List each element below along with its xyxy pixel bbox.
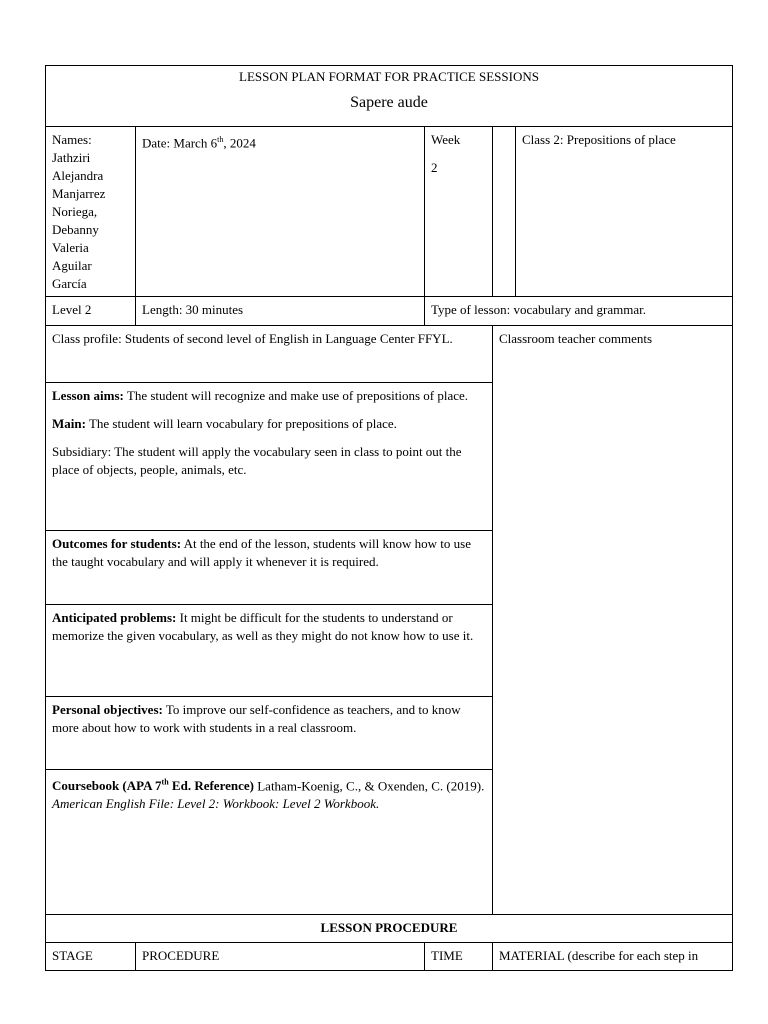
coursebook-label: Coursebook (APA 7th Ed. Reference) [52,778,254,794]
anticipated-problems-cell [45,604,493,697]
date-cell [135,126,425,297]
teacher-comments-cell [492,325,733,915]
date-year: , 2024 [223,135,256,151]
names-label: Names: [52,132,92,147]
name-line: Debanny [52,222,99,237]
subsidiary-aim-text: Subsidiary: The student will apply the vocabulary seen in class to point out the place of objects, people, animals, etc. [52,444,462,477]
coursebook-cell [45,769,493,915]
main-aim-text: The student will learn vocabulary for prepositions of place. [85,416,397,431]
date-label: Date: March 6 [142,135,218,151]
lesson-type-cell [424,296,733,326]
procedure-header-stage [45,942,136,971]
week-value: 2 [431,160,438,175]
week-cell [424,126,493,297]
name-line: Alejandra [52,168,104,183]
lesson-aims-label: Lesson aims: [52,388,124,403]
level-value: Level 2 [52,302,92,317]
outcomes-text: At the end of the lesson, students will know how to use the taught vocabulary and will apply it whenever it is required. [52,536,471,569]
teacher-comments-label: Classroom teacher comments [499,331,653,346]
outcomes-cell [45,530,493,605]
name-line: Manjarrez [52,186,106,201]
column-header: PROCEDURE [142,948,220,963]
name-line: Aguilar [52,258,92,273]
lesson-aims-cell [45,382,493,531]
procedure-header-material [492,942,733,971]
class-cell [515,126,733,297]
procedure-header-procedure [135,942,425,971]
column-header: TIME [431,948,463,963]
personal-label: Personal objectives: [52,702,163,717]
level-cell [45,296,136,326]
name-line: Jathziri [52,150,91,165]
coursebook-authors: Latham-Koenig, C., & Oxenden, C. (2019). [253,778,485,794]
blank-cell [492,126,516,297]
names-cell [45,126,136,297]
coursebook-title: American English File: Level 2: Workbook: Level 2 Workbook. [52,796,380,812]
lesson-type-value: Type of lesson: vocabulary and grammar. [431,302,646,317]
class-label: Class 2: Prepositions of place [522,132,676,147]
procedure-title-cell [45,914,733,943]
column-header: MATERIAL (describe for each step in [499,948,699,963]
personal-text: To improve our self-confidence as teachers, and to know more about how to work with students in a real classroom. [52,702,461,735]
anticipated-text: It might be difficult for the students to understand or memorize the given vocabulary, as well as they might do not know how to use it. [52,610,474,643]
class-profile-cell [45,325,493,383]
procedure-title: LESSON PROCEDURE [320,920,458,935]
procedure-header-time [424,942,493,971]
anticipated-label: Anticipated problems: [52,610,177,625]
format-title: LESSON PLAN FORMAT FOR PRACTICE SESSIONS [239,69,539,84]
week-label: Week [431,132,461,147]
column-header: STAGE [52,948,93,963]
personal-objectives-cell [45,696,493,770]
date-sup: th [217,135,224,144]
outcomes-label: Outcomes for students: [52,536,182,551]
main-aim-label: Main: [52,416,86,431]
motto: Sapere aude [350,94,428,111]
class-profile-text: Class profile: Students of second level of English in Language Center FFYL. [52,331,453,346]
name-line: García [52,276,87,291]
lesson-aims-text: The student will recognize and make use of prepositions of place. [123,388,469,403]
name-line: Valeria [52,240,89,255]
length-cell [135,296,425,326]
header-cell [45,65,733,127]
length-value: Length: 30 minutes [142,302,244,317]
name-line: Noriega, [52,204,98,219]
